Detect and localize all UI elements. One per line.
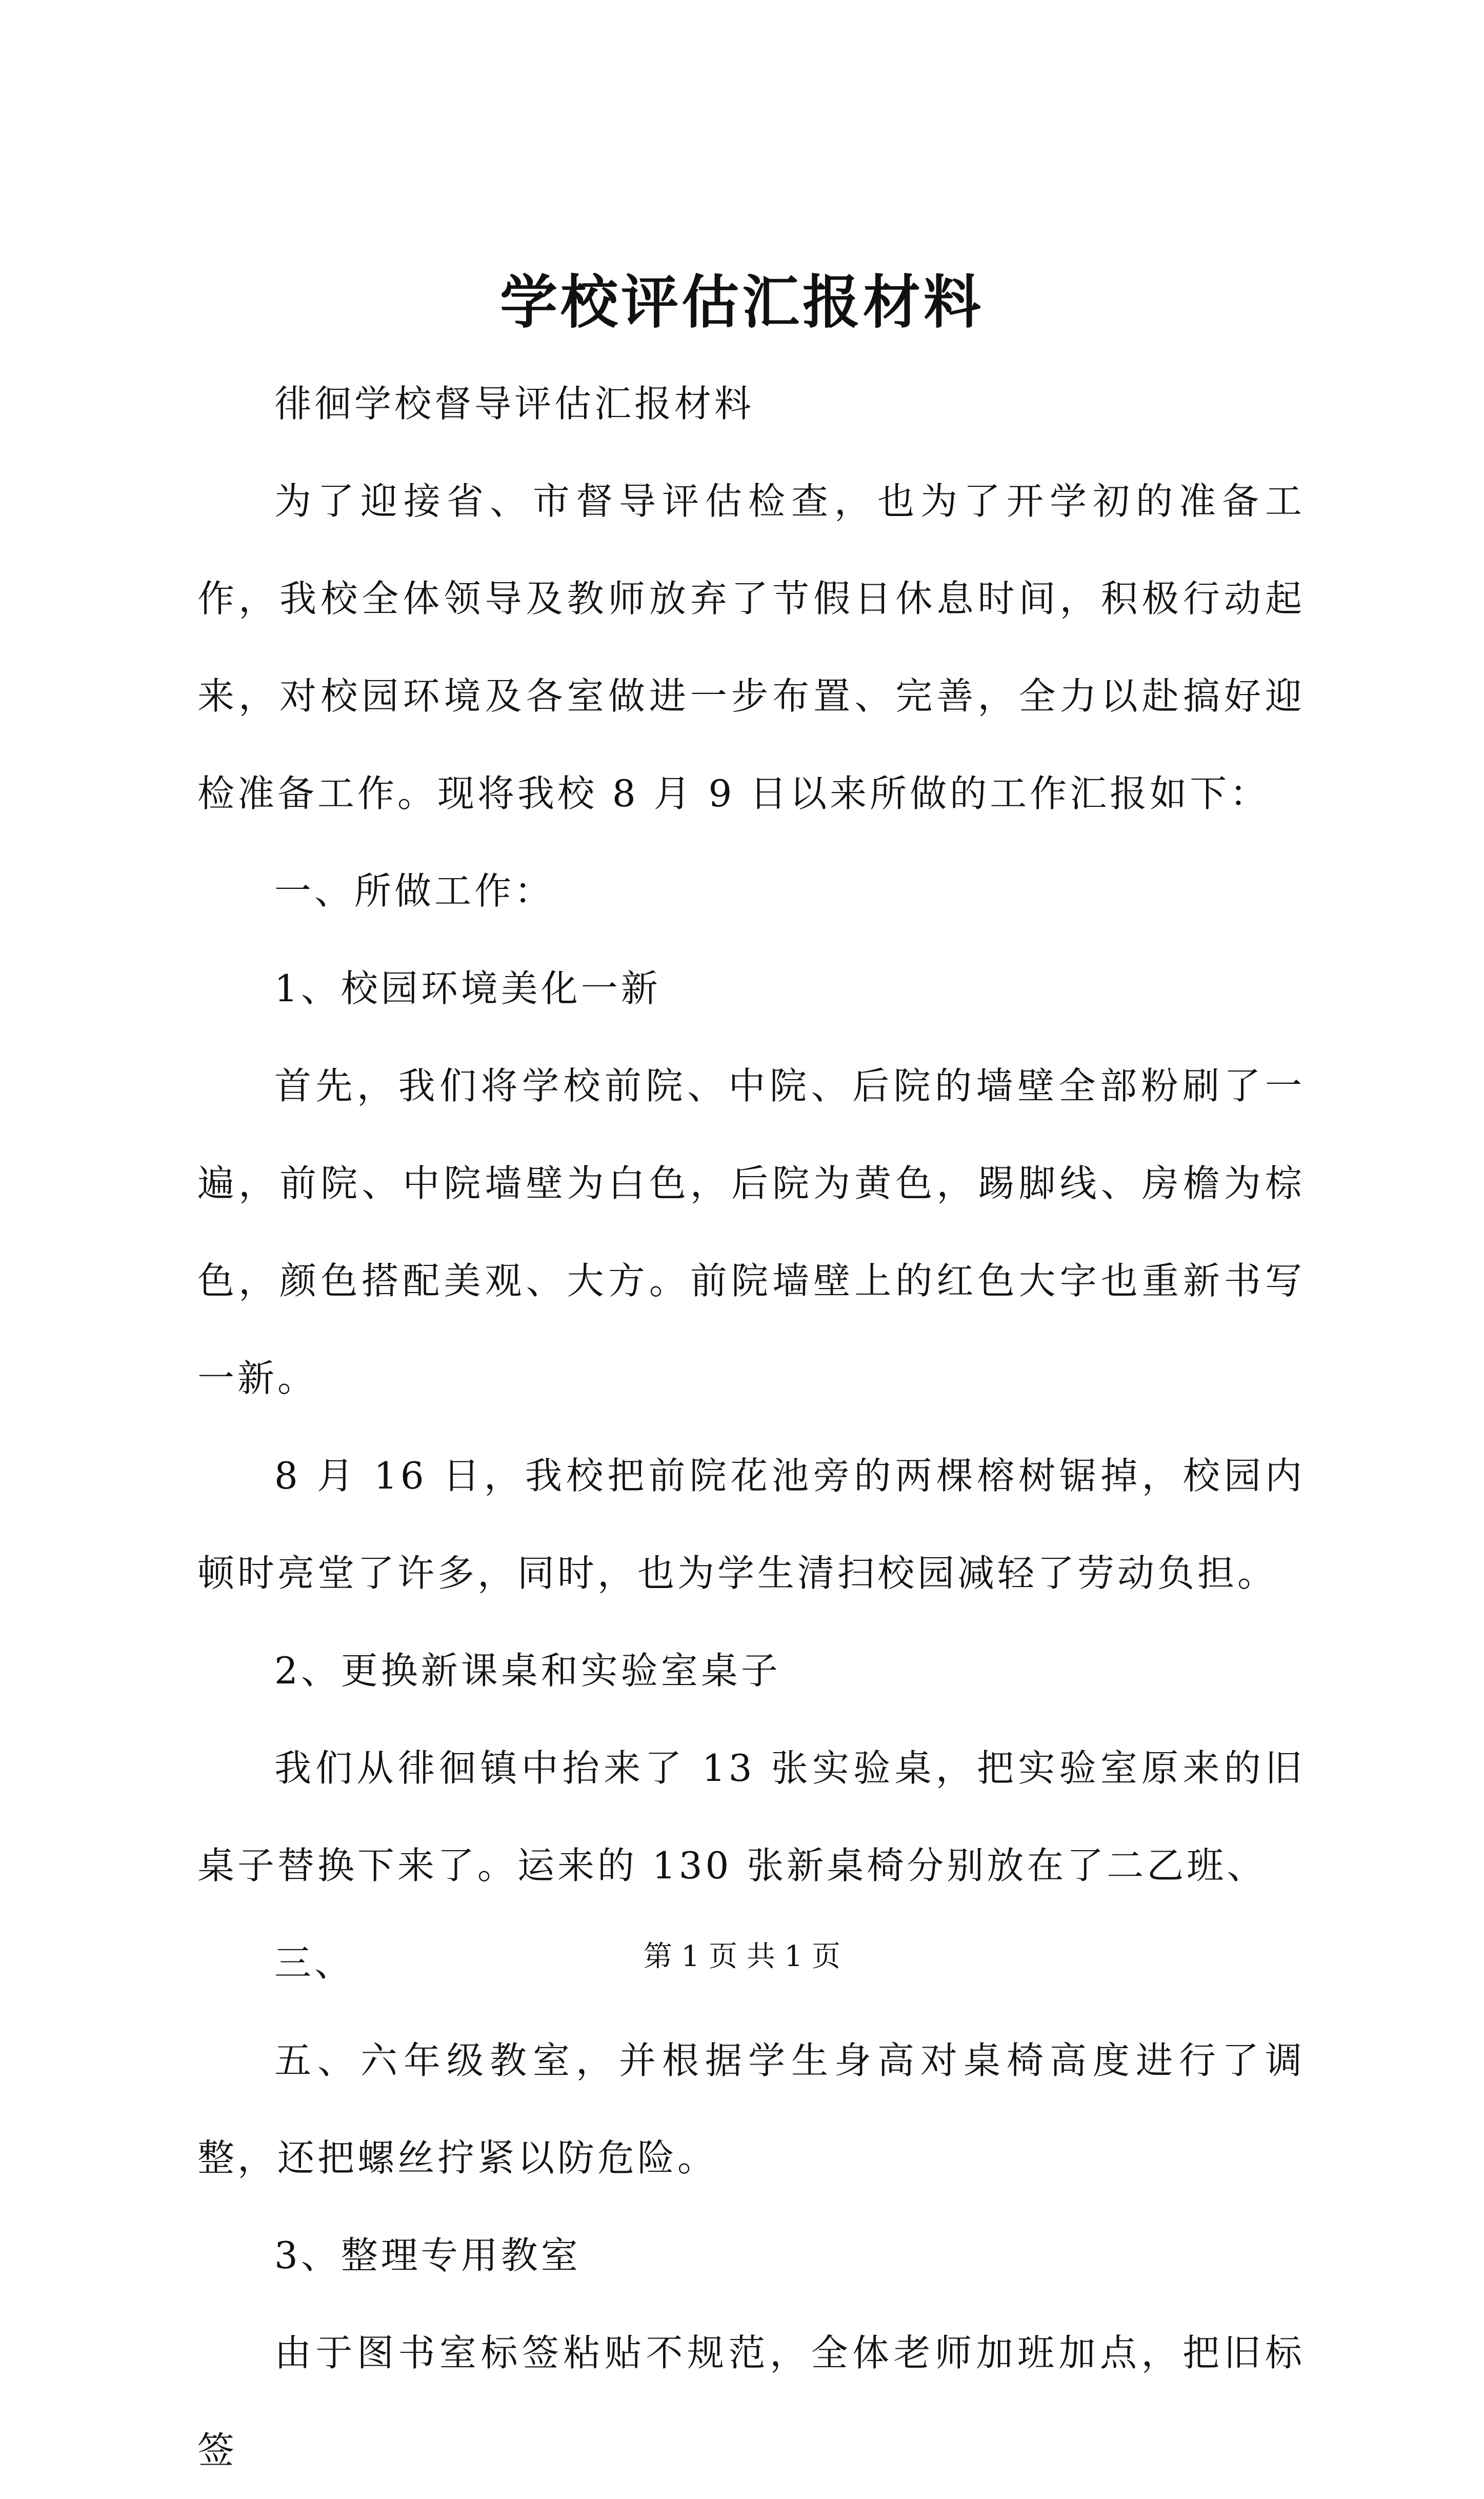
paragraph: 由于图书室标签粘贴不规范，全体老师加班加点，把旧标签 <box>197 2331 1305 2472</box>
paragraph-subtitle: 徘徊学校督导评估汇报材料 <box>274 382 755 425</box>
paragraph-intro: 为了迎接省、市督导评估检查，也为了开学初的准备工作，我校全体领导及教师放弃了节假日休息时间，积极行动起来，对校园环境及各室做进一步布置、完善，全力以赴搞好迎检准备工作。现将我校 8 月 9 日以来所做的工作汇报如下： <box>197 480 1305 815</box>
subsection-heading: 2、更换新课桌和实验室桌子 <box>274 1649 781 1692</box>
page-footer: 第 1 页 共 1 页 <box>643 1940 841 1973</box>
paragraph: 五、六年级教室，并根据学生身高对桌椅高度进行了调整，还把螺丝拧紧以防危险。 <box>197 2039 1305 2179</box>
paragraph: 三、 <box>274 1941 355 1985</box>
document-title: 学校评估汇报材料 <box>500 269 984 336</box>
subsection-heading: 3、整理专用教室 <box>274 2234 581 2277</box>
paragraph: 8 月 16 日，我校把前院花池旁的两棵榕树锯掉，校园内顿时亮堂了许多，同时，也为学生清扫校园减轻了劳动负担。 <box>197 1454 1305 1595</box>
paragraph: 我们从徘徊镇中抬来了 13 张实验桌，把实验室原来的旧桌子替换下来了。运来的 130 张新桌椅分别放在了二乙班、 <box>197 1747 1305 1887</box>
section-heading: 一、所做工作： <box>274 869 555 913</box>
subsection-heading: 1、校园环境美化一新 <box>274 967 661 1010</box>
document-body <box>197 355 1305 2499</box>
paragraph: 首先，我们将学校前院、中院、后院的墙壁全部粉刷了一遍，前院、中院墙壁为白色，后院为黄色，踢脚线、房檐为棕色，颜色搭配美观、大方。前院墙壁上的红色大字也重新书写一新。 <box>197 1064 1305 1400</box>
